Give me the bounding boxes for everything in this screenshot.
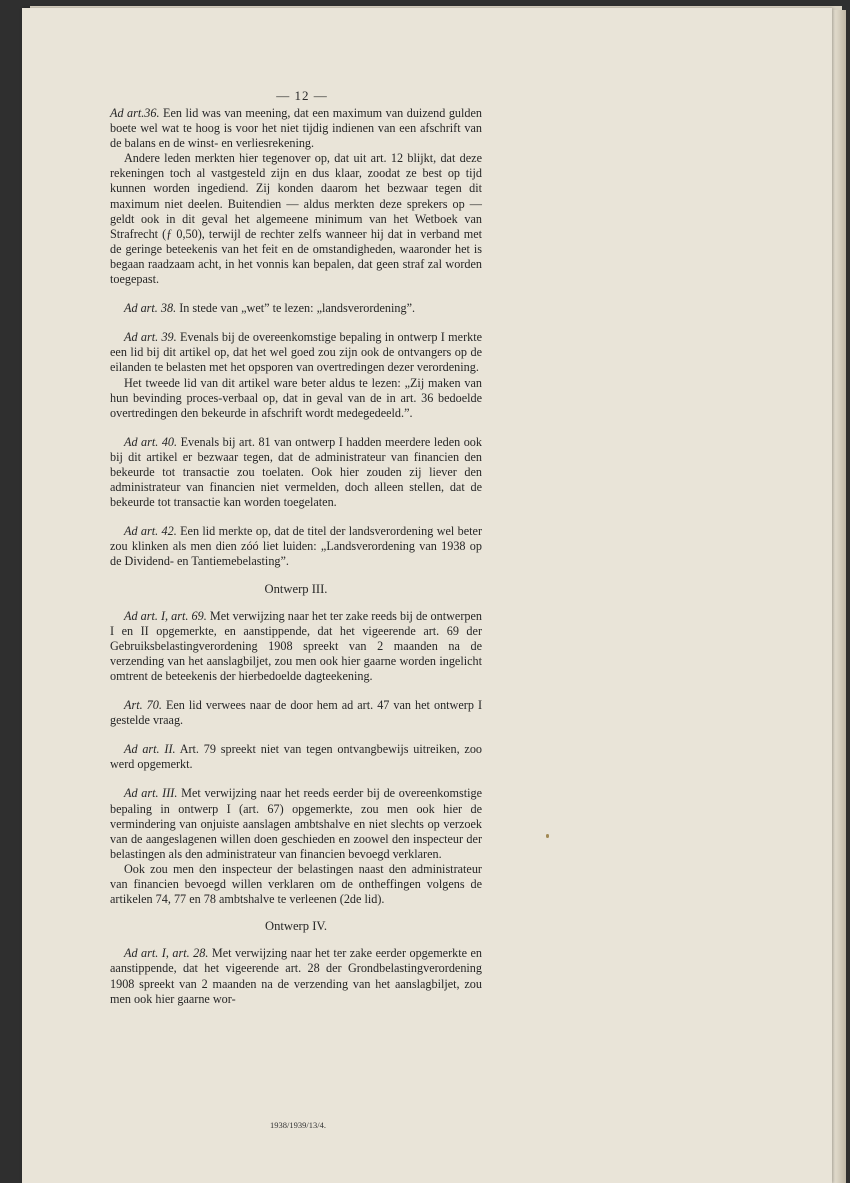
paragraph-ook-zou-men <box>110 862 482 907</box>
document-code: 1938/1939/13/4. <box>270 1120 326 1130</box>
paragraph-tweede-lid <box>110 376 482 421</box>
paragraph-text: Met verwijzing naar het reeds eerder bij de overeenkomstige bepaling in ontwerp I (art. 67) opgemerkte, zou men ook hier de vermindering van onjuiste aanslagen ambtshalve en niet slechts op verzoek van de aangeslagenen willen doen geschieden en zoowel den inspecteur der belastingen als den administrateur van financien bevoegd verklaren. <box>110 786 483 861</box>
paragraph-art-70 <box>110 698 482 728</box>
article-reference: Ad art. III. <box>124 786 178 801</box>
paragraph-text: In stede van „wet” te lezen: „landsverordening”. <box>179 301 416 316</box>
article-reference: Ad art. 38. <box>124 301 177 316</box>
document-page <box>22 8 832 1183</box>
paragraph-ad-art-i-28 <box>110 946 482 1006</box>
article-reference: Ad art. I, art. 28. <box>124 946 209 961</box>
article-reference: Ad art. 40. <box>124 434 178 449</box>
paragraph-ad-art-i-69 <box>110 609 482 684</box>
article-reference: Ad art. 42. <box>124 524 177 539</box>
section-heading-ontwerp-iii: Ontwerp III. <box>264 581 328 596</box>
article-reference: Ad art. I, art. 69. <box>124 608 207 623</box>
paragraph-text: Met verwijzing naar het ter zake reeds bij de ontwerpen I en II opgemerkte, en aanstippende, dat het vigeerende art. 69 der Gebruiksbelastingverordening 1908 spreekt van 2 maanden na de verzending van het aanslagbiljet, zou men ook hier gaarne worden ingelicht omtrent de beteekenis der hierbedoelde dagteekening. <box>110 608 482 683</box>
page-number: — 12 — <box>276 88 328 103</box>
paragraph-text: Een lid merkte op, dat de titel der landsverordening wel beter zou klinken als men dien zóó liet luiden: „Landsverordening van 1938 op de Dividend- en Tantiemebelasting”. <box>110 524 483 569</box>
paragraph-ad-art-iii <box>110 786 482 861</box>
paper-speck <box>546 834 549 838</box>
article-reference: Ad art.36. <box>110 106 160 120</box>
paragraph-ad-art-39 <box>110 330 482 375</box>
paragraph-ad-art-36 <box>110 106 482 151</box>
paragraph-andere-leden <box>110 151 482 287</box>
paragraph-ad-art-38 <box>110 301 482 316</box>
paragraph-text: Art. 79 spreekt niet van tegen ontvangbewijs uitreiken, zoo werd opgemerkt. <box>110 742 483 772</box>
paragraph-text: Evenals bij art. 81 van ontwerp I hadden meerdere leden ook bij dit artikel er bezwaar tegen, dat de administrateur van financien den bekeurde tot transactie zou toelaten. Ook hier zouden zij liever den administrateur van financien niet vermelden, doch alleen stellen, dat de bekeurde tot transactie kan worden toegelaten. <box>110 434 482 510</box>
article-reference: Ad art. 39. <box>124 330 177 345</box>
paragraph-text: Ook zou men den inspecteur der belastingen naast den administrateur van financien bevoegd willen verklaren om de ontheffingen volgens de artikelen 74, 77 en 78 ambtshalve te verleenen (2de lid). <box>110 861 482 907</box>
paragraph-text: Andere leden merkten hier tegenover op, dat uit art. 12 blijkt, dat deze rekeningen toch al vastgesteld zijn en dus klaar, zoodat ze best op tijd kunnen worden ingediend. Zij konden daarom het bezwaar tegen dit maximum niet deelen. Buitendien — aldus merkten deze sprekers op — geldt ook in dit geval het algemeene minimum van het Wetboek van Strafrecht (ƒ 0,50), terwijl de rechter zelfs wanneer hij dat in verband met de geringe beteekenis van het feit en de omstandigheden, waaronder het is begaan raadzaam acht, in het vonnis kan bepalen, dat geen straf zal worden toegepast. <box>110 151 482 287</box>
paragraph-text: Een lid verwees naar de door hem ad art. 47 van het ontwerp I gestelde vraag. <box>110 698 483 728</box>
section-heading-ontwerp-iv: Ontwerp IV. <box>264 919 328 934</box>
paragraph-text: Het tweede lid van dit artikel ware beter aldus te lezen: „Zij maken van hun bevinding proces-verbaal op, dat in geval van de in art. 36 bedoelde overtredingen den bekeurde in afschrift wordt medegedeeld.”. <box>110 375 482 420</box>
paragraph-ad-art-42 <box>110 524 482 569</box>
paragraph-ad-art-40 <box>110 435 482 510</box>
paragraph-text: Een lid was van meening, dat een maximum van duizend gulden boete wel wat te hoog is voor het niet tijdig indienen van een afschrift van de balans en de winst- en verliesrekening. <box>110 106 482 151</box>
body-text <box>110 106 482 1007</box>
paragraph-text: Evenals bij de overeenkomstige bepaling in ontwerp I merkte een lid bij dit artikel op, dat het wel goed zou zijn ook de ontvangers op de eilanden te belasten met het opsporen van overtredingen dezer verordening. <box>110 330 483 375</box>
article-reference: Ad art. II. <box>124 742 176 757</box>
paragraph-text: Met verwijzing naar het ter zake eerder opgemerkte en aanstippende, dat het vigeerende art. 28 der Grondbelastingverordening 1908 spreekt van 2 maanden na de verzending van het aanslagbiljet, zou men ook hier gaarne wor- <box>110 946 483 1006</box>
paragraph-ad-art-ii <box>110 742 482 772</box>
article-reference: Art. 70. <box>124 698 162 713</box>
